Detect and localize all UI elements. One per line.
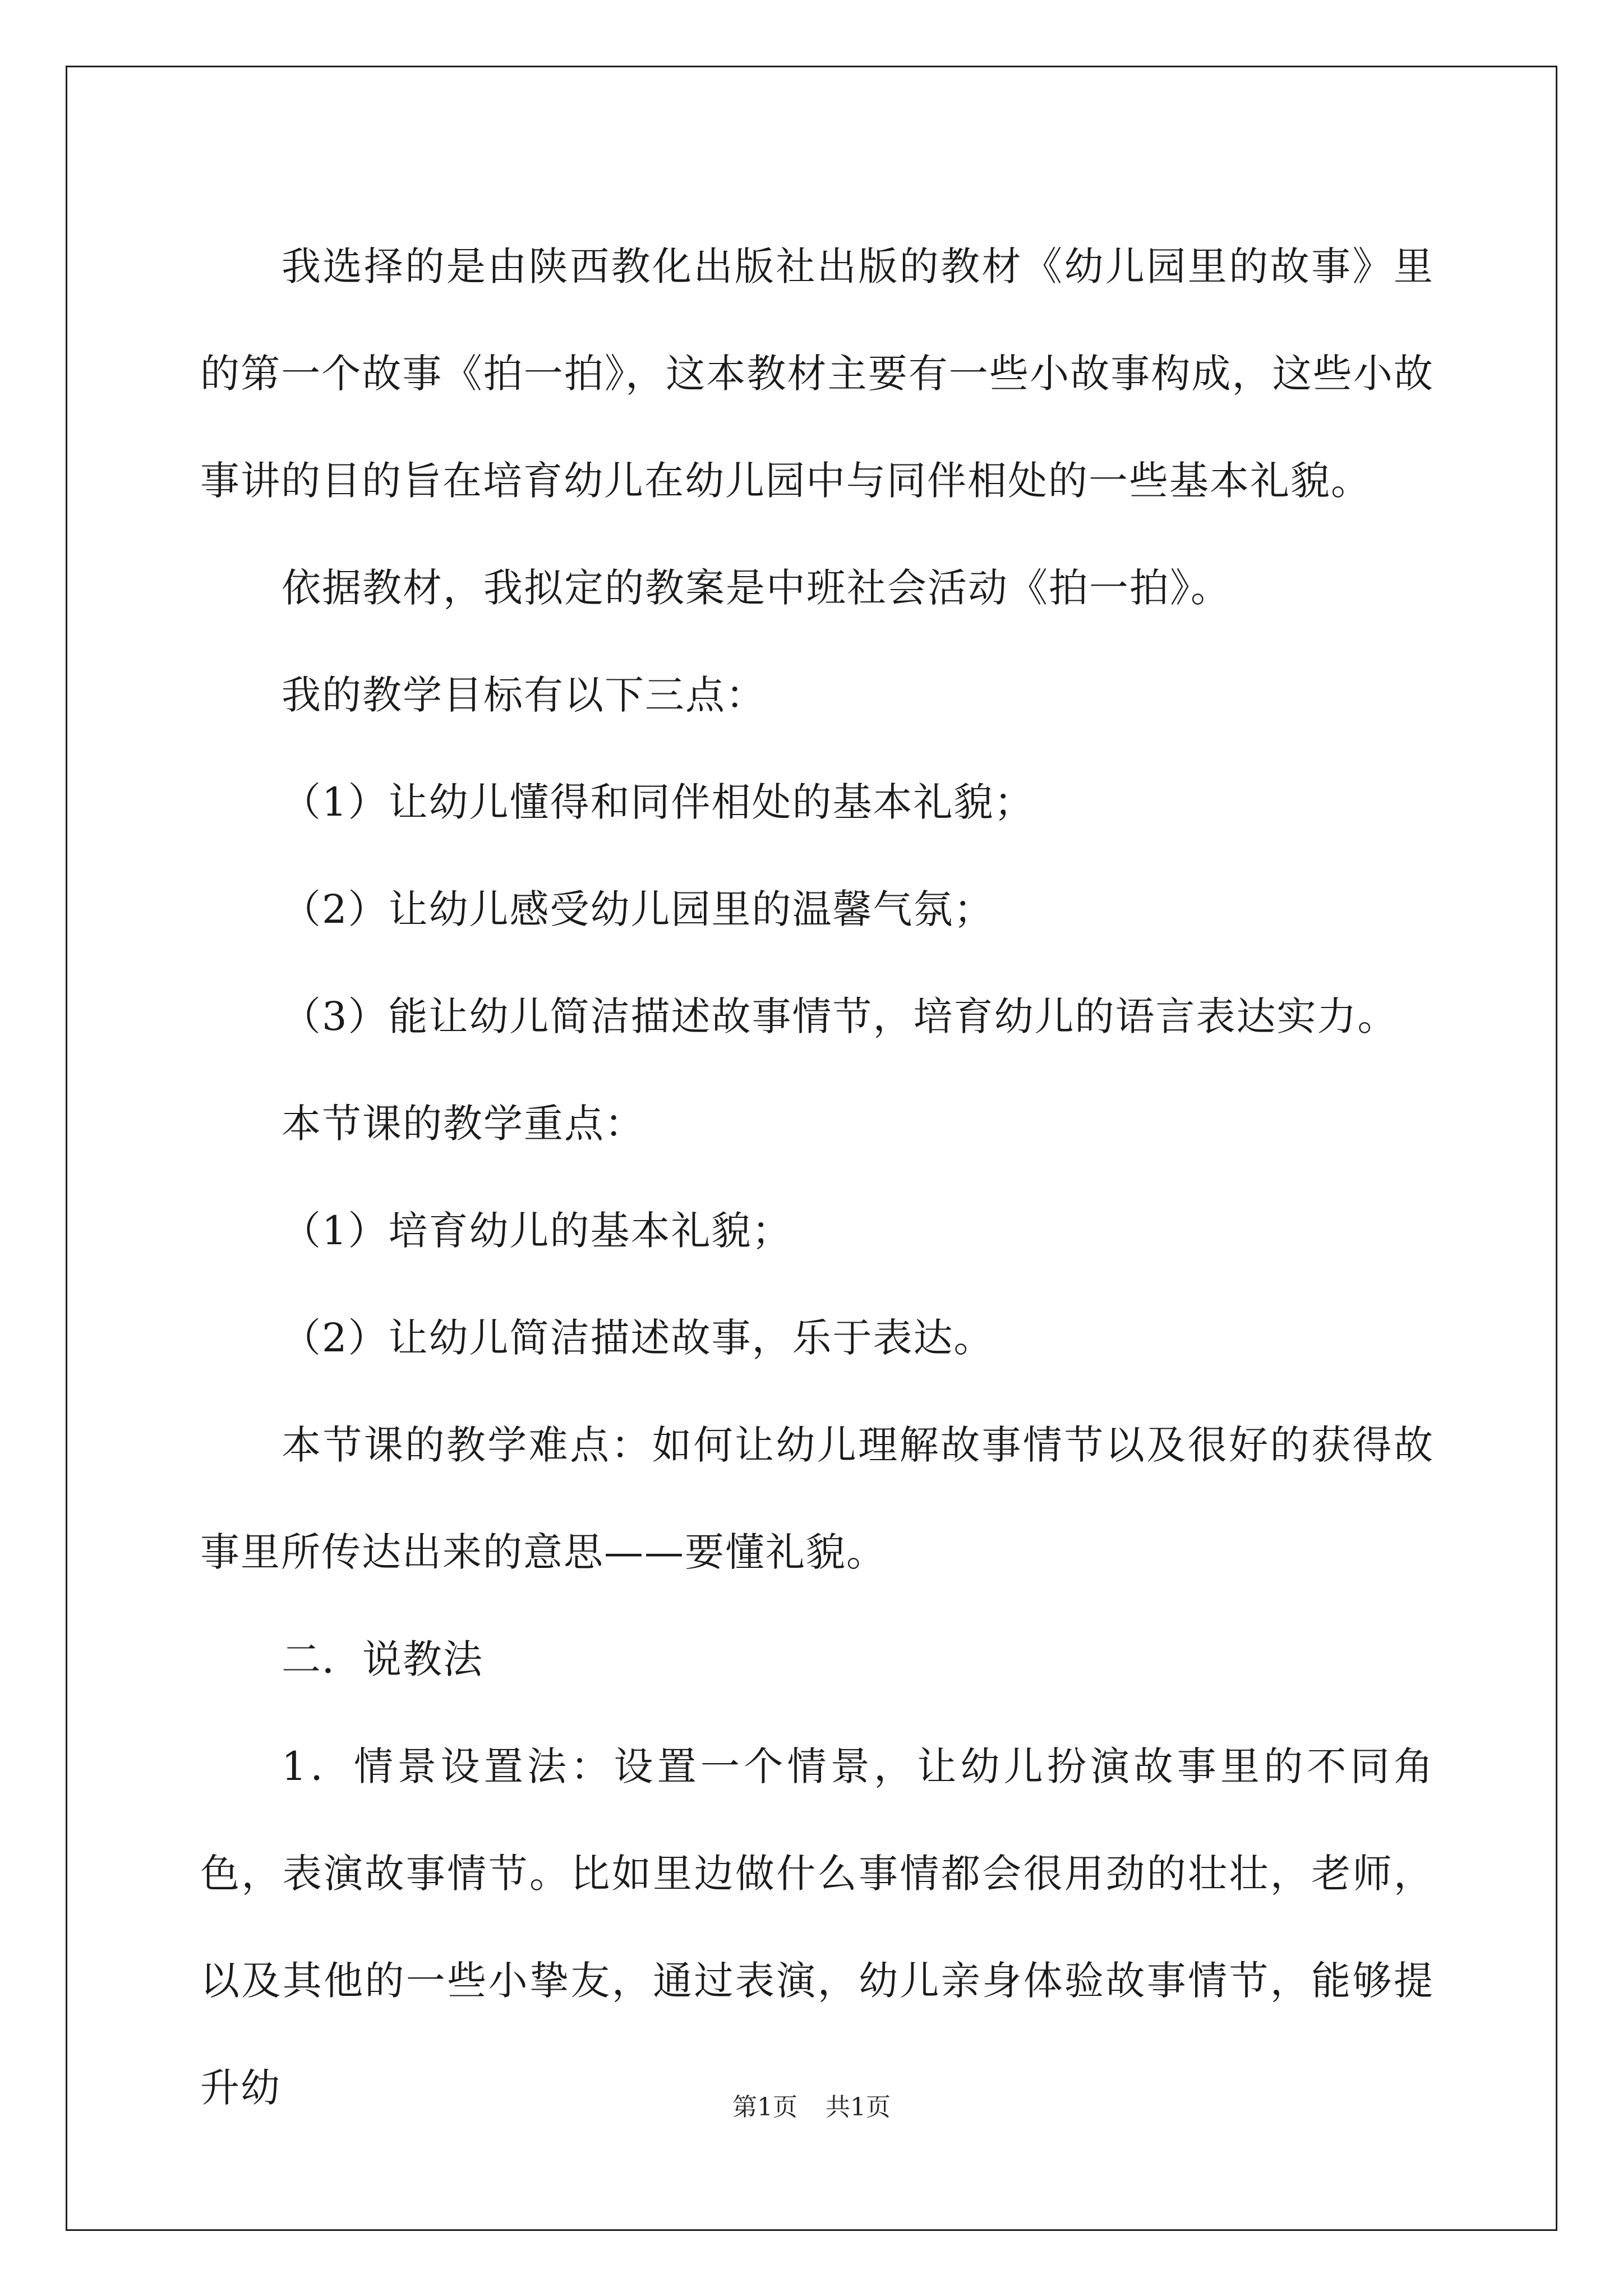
document-body [200, 213, 1434, 2142]
paragraph-9: （2）让幼儿简洁描述故事，乐于表达。 [282, 1315, 994, 1361]
paragraph-6: （3）能让幼儿简洁描述故事情节，培育幼儿的语言表达实力。 [282, 993, 1398, 1039]
paragraph-10: 本节课的教学难点：如何让幼儿理解故事情节以及很好的获得故事里所传达出来的意思——要懂礼貌。 [200, 1422, 1434, 1575]
total-pages: 共1页 [826, 2093, 891, 2122]
page-footer [0, 2087, 1623, 2123]
page-number: 第1页 [732, 2093, 797, 2122]
paragraph-2: 依据教材，我拟定的教案是中班社会活动《拍一拍》。 [282, 565, 1231, 611]
paragraph-1: 我选择的是由陕西教化出版社出版的教材《幼儿园里的故事》里的第一个故事《拍一拍》，这本教材主要有一些小故事构成，这些小故事讲的目的旨在培育幼儿在幼儿园中与同伴相处的一些基本礼貌。 [200, 243, 1434, 504]
paragraph-3: 我的教学目标有以下三点： [282, 672, 766, 718]
section-heading: 二．说教法 [282, 1636, 483, 1682]
paragraph-8: （1）培育幼儿的基本礼貌； [282, 1208, 792, 1254]
paragraph-5: （2）让幼儿感受幼儿园里的温馨气氛； [282, 886, 994, 932]
paragraph-4: （1）让幼儿懂得和同伴相处的基本礼貌； [282, 779, 1035, 825]
paragraph-7: 本节课的教学重点： [282, 1101, 645, 1147]
paragraph-12: 1．情景设置法：设置一个情景，让幼儿扮演故事里的不同角色，表演故事情节。比如里边做什么事情都会很用劲的壮壮，老师，以及其他的一些小挚友，通过表演，幼儿亲身体验故事情节，能够提升幼 [200, 1743, 1434, 2111]
